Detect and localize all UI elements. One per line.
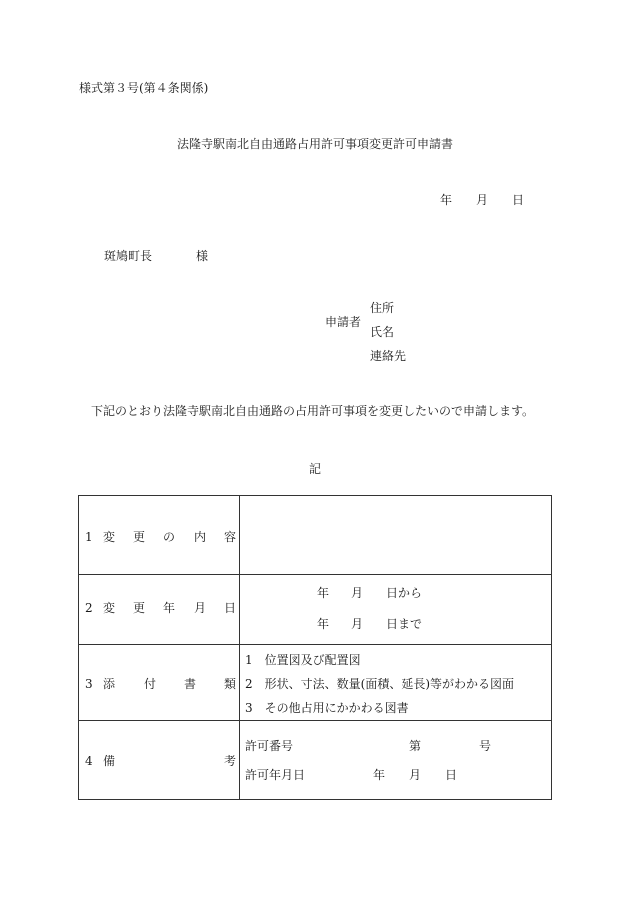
from-year: 年 — [317, 586, 330, 600]
row1-label — [85, 530, 235, 544]
applicant-label: 申請者 — [325, 315, 362, 329]
row2-char: 月 — [194, 601, 207, 615]
row2-char: 更 — [133, 601, 146, 615]
from-day: 日から — [386, 586, 423, 600]
row1-char: の — [163, 530, 176, 544]
permit-number-go: 号 — [479, 739, 492, 753]
address-label: 住所 — [370, 301, 395, 315]
permit-date-month: 月 — [409, 768, 422, 782]
row1-char: 容 — [224, 530, 237, 544]
row3-label — [85, 677, 235, 691]
row4-label — [85, 754, 235, 768]
attachment-item: 1 位置図及び配置図 — [245, 653, 361, 667]
permit-number-label: 許可番号 — [245, 739, 294, 753]
column-divider — [239, 496, 240, 799]
to-month: 月 — [351, 617, 364, 631]
attachment-item: 3 その他占用にかかわる図書 — [245, 701, 409, 715]
row3-number: 3 — [85, 677, 93, 691]
to-day: 日まで — [386, 617, 423, 631]
row1-number: 1 — [85, 530, 93, 544]
row2-char: 年 — [163, 601, 176, 615]
row4-char: 備 — [103, 754, 116, 768]
row2-char: 変 — [103, 601, 116, 615]
row1-char: 更 — [133, 530, 146, 544]
details-table — [78, 495, 552, 800]
row-divider — [79, 574, 551, 575]
row-divider — [79, 720, 551, 721]
row1-char: 変 — [103, 530, 116, 544]
row3-char: 類 — [224, 677, 237, 691]
addressee-name: 斑鳩町長 — [104, 249, 153, 263]
row4-char: 考 — [224, 754, 237, 768]
row3-char: 書 — [184, 677, 197, 691]
permit-date-year: 年 — [373, 768, 386, 782]
addressee-honorific: 様 — [196, 249, 209, 263]
name-label: 氏名 — [370, 325, 395, 339]
date-month: 月 — [476, 193, 489, 207]
attachment-item: 2 形状、寸法、数量(面積、延長)等がわかる図面 — [245, 677, 514, 691]
row-divider — [79, 644, 551, 645]
to-year: 年 — [317, 617, 330, 631]
permit-date-day: 日 — [445, 768, 458, 782]
row4-number: 4 — [85, 754, 93, 768]
permit-number-dai: 第 — [409, 739, 422, 753]
row2-label — [85, 601, 235, 615]
row3-char: 付 — [144, 677, 157, 691]
row3-char: 添 — [103, 677, 116, 691]
from-month: 月 — [351, 586, 364, 600]
contact-label: 連絡先 — [370, 349, 407, 363]
date-day: 日 — [512, 193, 525, 207]
row1-char: 内 — [194, 530, 207, 544]
form-number: 様式第３号(第４条関係) — [79, 81, 209, 95]
addressee — [104, 249, 209, 263]
body-text: 下記のとおり法隆寺駅南北自由通路の占用許可事項を変更したいので申請します。 — [91, 404, 535, 418]
ki-heading: 記 — [308, 462, 321, 476]
document-title: 法隆寺駅南北自由通路占用許可事項変更許可申請書 — [176, 137, 453, 151]
permit-date-label: 許可年月日 — [245, 768, 306, 782]
date-year: 年 — [440, 193, 453, 207]
row2-number: 2 — [85, 601, 93, 615]
row2-char: 日 — [224, 601, 237, 615]
